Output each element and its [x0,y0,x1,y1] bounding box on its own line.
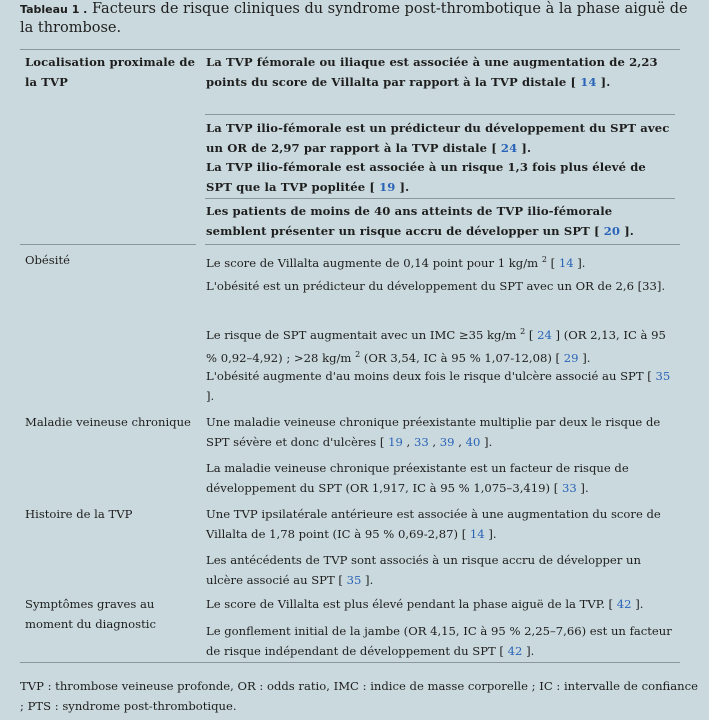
table-rule [205,198,675,199]
table-rule [20,662,680,663]
finding-text [206,412,676,452]
reference-link[interactable]: 39 [439,435,455,449]
text-run: ]. [522,644,535,658]
text-run: ] (OR 2,13, IC à 95 % 0,92–4,92) ; >28 kg/m [206,327,666,365]
risk-factor-label: Histoire de la TVP [25,507,133,521]
superscript: 2 [520,327,526,336]
text-run: (OR 3,54, IC à 95 % 1,07-12,08) [ [360,350,564,365]
reference-link[interactable]: 20 [603,224,621,238]
finding-text [206,322,676,368]
superscript: 2 [355,349,361,359]
reference-link[interactable]: 35 [346,573,362,587]
finding-text [206,52,676,92]
reference-link[interactable]: 35 [655,369,671,383]
finding-text [206,458,676,498]
text-run: Les patients de moins de 40 ans atteints de TVP ilio-fémorale semblent présenter un risque accru de développer un SPT [ [206,204,613,238]
text-run: , [428,435,440,449]
risk-factor-label: Symptômes graves au moment du diagnostic [25,597,156,631]
caption-title: Facteurs de risque cliniques du syndrome post-thrombotique à la phase aiguë de la thrombose. [20,1,688,36]
text-run: ]. [480,435,493,449]
reference-link[interactable]: 24 [537,327,552,342]
reference-link[interactable]: 29 [563,350,579,365]
text-run: [ [546,255,559,270]
finding-text [206,250,676,273]
reference-link[interactable]: 42 [616,597,632,611]
text-run: Une TVP ipsilatérale antérieure est associée à une augmentation du score de Villalta de 1,78 point (IC à 95 % 0,69-2,87) [ [206,507,661,541]
text-run: Le score de Villalta augmente de 0,14 point pour 1 kg/m [206,255,542,270]
text-run: Le risque de SPT augmentait avec un IMC ≥35 kg/m [206,327,521,342]
finding-text [206,621,676,661]
table-caption [20,0,700,38]
reference-link[interactable]: 19 [388,435,403,449]
text-run: ]. [517,141,532,155]
text-run: ]. [361,573,374,587]
reference-link[interactable]: 14 [580,75,597,89]
finding-text [206,594,676,614]
text-run: ]. [631,597,644,611]
text-run: La TVP ilio-fémorale est un prédicteur du développement du SPT avec un OR de 2,97 par rapport à la TVP distale [ [206,121,670,155]
finding-text [206,366,676,406]
reference-link[interactable]: 14 [469,527,485,541]
finding-text [206,276,676,296]
text-run: La TVP fémorale ou iliaque est associée à une augmentation de 2,23 points du score de Villalta par rapport à la TVP distale [ [206,55,658,89]
table-rule [20,49,680,50]
table-footnote: TVP : thrombose veineuse profonde, OR : odds ratio, IMC : indice de masse corporelle ; IC : intervalle de confiance ; PTS : syndrome post-thrombotique. [20,679,699,713]
text-run: Une maladie veineuse chronique préexistante multiplie par deux le risque de SPT sévère et donc d'ulcères [ [206,415,661,449]
reference-link[interactable]: 33 [413,435,429,449]
finding-text [206,118,676,158]
text-run: ]. [395,180,410,194]
text-run: L'obésité augmente d'au moins deux fois le risque d'ulcère associé au SPT [ [206,369,656,383]
reference-link[interactable]: 33 [561,481,577,495]
text-run: Le gonflement initial de la jambe (OR 4,15, IC à 95 % 2,25–7,66) est un facteur de risque indépendant de développement du SPT [ [206,624,672,658]
reference-link[interactable]: 14 [558,255,574,270]
table-rule [205,114,675,115]
text-run: ]. [484,527,497,541]
finding-text [206,157,676,197]
table-rule [20,244,196,245]
text-run: La TVP ilio-fémorale est associée à un risque 1,3 fois plus élevé de SPT que la TVP poplitée [ [206,160,646,194]
text-run: L'obésité est un prédicteur du développement du SPT avec un OR de 2,6 [33]. [206,279,666,293]
text-run: ]. [206,389,215,403]
text-run: ]. [620,224,634,238]
text-run: Les antécédents de TVP sont associés à un risque accru de développer un ulcère associé au SPT [ [206,553,641,587]
table-rule [205,244,680,245]
reference-link[interactable]: 24 [500,141,518,155]
risk-factor-label: Maladie veineuse chronique [25,415,191,429]
text-run: [ [525,327,538,342]
finding-text [206,550,676,590]
finding-text [206,504,676,544]
reference-link[interactable]: 42 [507,644,523,658]
risk-factor-label: Localisation proximale de la TVP [25,55,196,89]
text-run: ]. [573,255,586,270]
caption-label: Tableau 1 . [20,3,88,16]
reference-link[interactable]: 19 [379,180,396,194]
text-run: , [454,435,466,449]
text-run: ]. [578,350,591,365]
text-run: , [402,435,414,449]
text-run: Le score de Villalta est plus élevé pendant la phase aiguë de la TVP. [ [206,597,617,611]
reference-link[interactable]: 40 [465,435,481,449]
finding-text [206,201,676,241]
text-run: ]. [576,481,589,495]
text-run: ]. [596,75,611,89]
risk-factor-label: Obésité [25,253,70,267]
superscript: 2 [541,255,547,264]
text-run: La maladie veineuse chronique préexistante est un facteur de risque de développement du SPT (OR 1,917, IC à 95 % 1,075–3,419) [ [206,461,629,495]
